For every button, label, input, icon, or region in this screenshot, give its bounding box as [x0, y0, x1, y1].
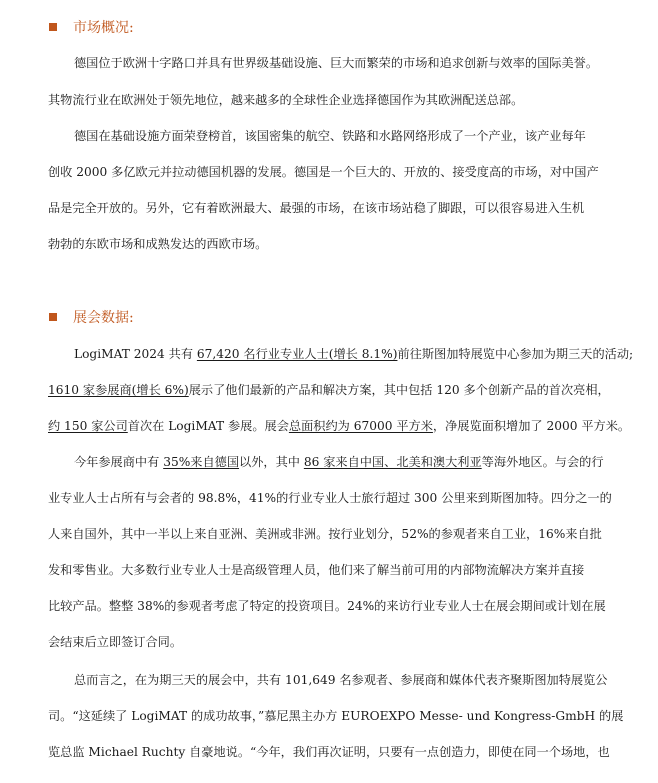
text-run: 比较产品。整整 38%的参观者考虑了特定的投资项目。24%的来访行业专业人士在展会期间或计划在展: [48, 599, 606, 613]
underlined-text-run: 86 家来自中国、北美和澳大利亚: [303, 455, 482, 469]
text-run: 会结束后立即签订合同。: [48, 635, 183, 649]
text-line: [48, 744, 610, 760]
text-line: [48, 236, 267, 252]
square-bullet-icon: [49, 313, 57, 321]
text-line: [48, 562, 584, 578]
text-line: [48, 490, 612, 506]
text-run: LogiMAT 2024 共有: [74, 347, 197, 361]
text-line: [74, 454, 604, 470]
text-line: [48, 200, 584, 216]
text-line: [74, 128, 586, 144]
text-run: 总而言之，在为期三天的展会中，共有 101,649 名参观者、参展商和媒体代表齐聚斯图加特展览公: [74, 673, 608, 687]
text-run: 其物流行业在欧洲处于领先地位，越来越多的全球性企业选择德国作为其欧洲配送总部。: [48, 93, 524, 107]
text-run: 勃勃的东欧市场和成熟发达的西欧市场。: [48, 237, 268, 251]
text-run: 发和零售业。大多数行业专业人士是高级管理人员，他们来了解当前可用的内部物流解决方案并直接: [48, 563, 585, 577]
text-run: 展示了他们最新的产品和解决方案，其中包括 120 多个创新产品的首次亮相，: [188, 383, 610, 397]
text-run: 创收 2000 多亿欧元并拉动德国机器的发展。德国是一个巨大的、开放的、接受度高的市场，对中国产: [48, 165, 599, 179]
section-title: 展会数据:: [73, 310, 134, 326]
underlined-text-run: 35%来自德国: [163, 455, 240, 469]
text-line: [48, 634, 182, 650]
text-line: [48, 418, 630, 434]
text-run: 人来自国外，其中一半以上来自亚洲、美洲或非洲。按行业划分，52%的参观者来自工业，16%来自批: [48, 527, 602, 541]
text-run: 德国位于欧洲十字路口并具有世界级基础设施、巨大而繁荣的市场和追求创新与效率的国际美誉。: [74, 56, 599, 70]
text-line: [48, 382, 610, 398]
text-line: [48, 708, 623, 724]
text-line: [74, 672, 607, 688]
text-line: [48, 526, 602, 542]
text-run: 首次在 LogiMAT 参展。展会: [127, 419, 289, 433]
text-line: [48, 598, 606, 614]
text-run: 等海外地区。与会的行: [481, 455, 604, 469]
text-line: [74, 55, 598, 71]
section-heading-market-overview: [49, 16, 134, 38]
text-line: [48, 92, 523, 108]
text-line: [48, 164, 599, 180]
text-run: 前往斯图加特展览中心参加为期三天的活动;: [397, 347, 634, 361]
text-run: ，净展览面积增加了 2000 平方米。: [432, 419, 631, 433]
text-line: [74, 346, 633, 362]
text-run: 今年参展商中有: [74, 455, 164, 469]
underlined-text-run: 1610 家参展商(增长 6%): [48, 383, 189, 397]
text-run: 业专业人士占所有与会者的 98.8%，41%的行业专业人士旅行超过 300 公里来到斯图加特。四分之一的: [48, 491, 612, 505]
text-run: 以外，其中: [239, 455, 304, 469]
underlined-text-run: 总面积约为 67000 平方米: [288, 419, 433, 433]
text-run: 司。“这延续了 LogiMAT 的成功故事，”慕尼黑主办方 EUROEXPO Messe- und Kongress-GmbH 的展: [48, 709, 624, 723]
underlined-text-run: 约 150 家公司: [48, 419, 128, 433]
section-title: 市场概况:: [73, 20, 134, 36]
text-run: 德国在基础设施方面荣登榜首，该国密集的航空、铁路和水路网络形成了一个产业，该产业每年: [74, 129, 586, 143]
square-bullet-icon: [49, 23, 57, 31]
underlined-text-run: 67,420 名行业专业人士(增长 8.1%): [196, 347, 398, 361]
section-heading-exhibition-data: [49, 306, 134, 328]
text-run: 览总监 Michael Ruchty 自豪地说。“今年，我们再次证明，只要有一点创造力，即使在同一个场地，也: [48, 745, 610, 759]
text-run: 品是完全开放的。另外，它有着欧洲最大、最强的市场，在该市场站稳了脚跟，可以很容易进入生机: [48, 201, 585, 215]
